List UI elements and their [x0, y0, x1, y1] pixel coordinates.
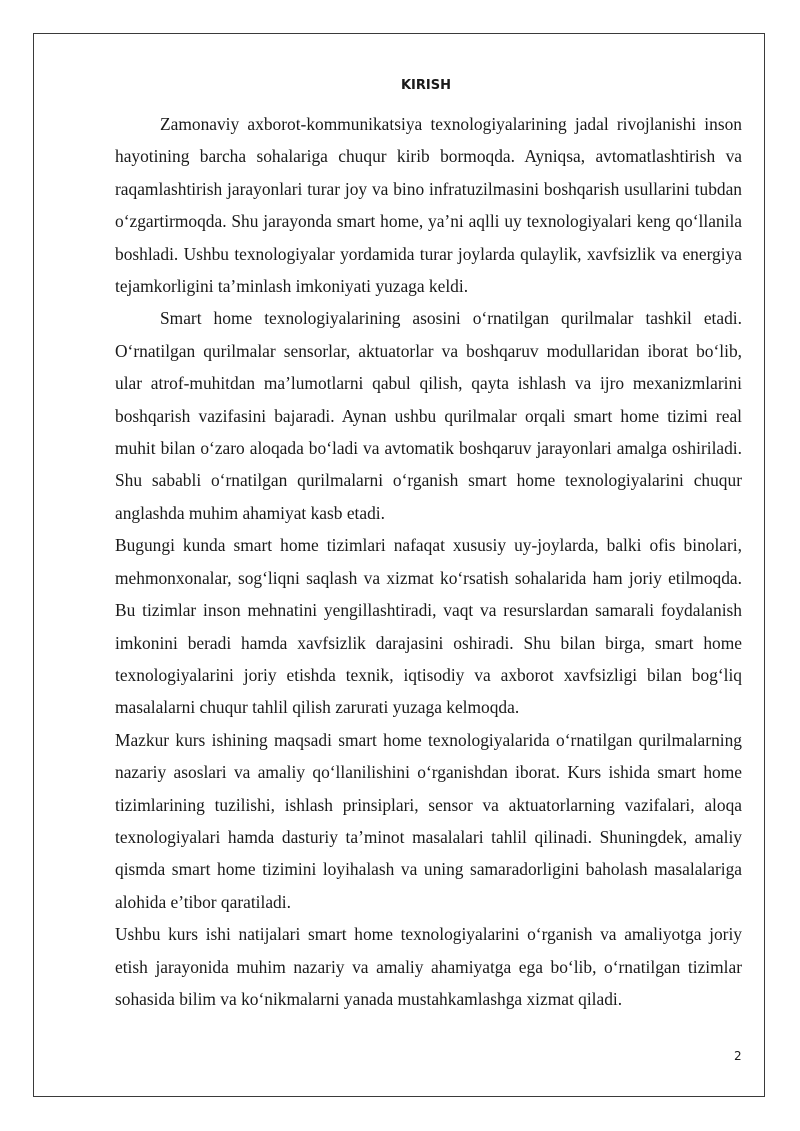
page-heading: KIRISH — [400, 78, 451, 93]
paragraph-2: Smart home texnologiyalarining asosini oʻrnatilgan qurilmalar tashkil etadi. Oʻrnatilgan qurilmalar sensorlar, aktuatorlar va boshqaruv modullaridan iborat boʻlib, ular atrof-muhitdan ma’lumotlarni qabul qilish, qayta ishlash va ijro mexanizmlarini boshqarish vazifasini bajaradi. Aynan ushbu qurilmalar orqali smart home tizimi real muhit bilan oʻzaro aloqada boʻladi va avtomatik boshqaruv jarayonlari amalga oshiriladi. Shu sababli oʻrnatilgan qurilmalarni oʻrganish smart home texnologiyalarini chuqur anglashda muhim ahamiyat kasb etadi. — [115, 308, 742, 523]
paragraph-5: Ushbu kurs ishi natijalari smart home texnologiyalarini oʻrganish va amaliyotga joriy etish jarayonida muhim nazariy va amaliy ahamiyatga ega boʻlib, oʻrnatilgan tizimlar sohasida bilim va koʻnikmalarni yanada mustahkamlashga xizmat qiladi. — [115, 924, 742, 1009]
body-text — [115, 108, 742, 1015]
paragraph-3: Bugungi kunda smart home tizimlari nafaqat xususiy uy-joylarda, balki ofis binolari, mehmonxonalar, sogʻliqni saqlash va xizmat koʻrsatish sohalarida ham joriy etilmoqda. Bu tizimlar inson mehnatini yengillashtiradi, vaqt va resurslardan samarali foydalanish imkonini beradi hamda xavfsizlik darajasini oshiradi. Shu bilan birga, smart home texnologiyalarini joriy etishda texnik, iqtisodiy va axborot xavfsizligi bilan bogʻliq masalalarni chuqur tahlil qilish zarurati yuzaga kelmoqda. — [115, 535, 742, 718]
paragraph-1: Zamonaviy axborot-kommunikatsiya texnologiyalarining jadal rivojlanishi inson hayotining barcha sohalariga chuqur kirib bormoqda. Ayniqsa, avtomatlashtirish va raqamlashtirish jarayonlari turar joy va bino infratuzilmasini boshqarish usullarini tubdan oʻzgartirmoqda. Shu jarayonda smart home, ya’ni aqlli uy texnologiyalari keng qoʻllanila boshladi. Ushbu texnologiyalar yordamida turar joylarda qulaylik, xavfsizlik va energiya tejamkorligini ta’minlash imkoniyati yuzaga keldi. — [115, 114, 742, 297]
paragraph-4: Mazkur kurs ishining maqsadi smart home texnologiyalarida oʻrnatilgan qurilmalarning nazariy asoslari va amaliy qoʻllanilishini oʻrganishdan iborat. Kurs ishida smart home tizimlarining tuzilishi, ishlash prinsiplari, sensor va aktuatorlarning vazifalari, aloqa texnologiyalari hamda dasturiy ta’minot masalalari tahlil qilinadi. Shuningdek, amaliy qismda smart home tizimini loyihalash va uning samaradorligini baholash masalalariga alohida e’tibor qaratiladi. — [115, 729, 742, 912]
page-number: 2 — [734, 1049, 742, 1063]
